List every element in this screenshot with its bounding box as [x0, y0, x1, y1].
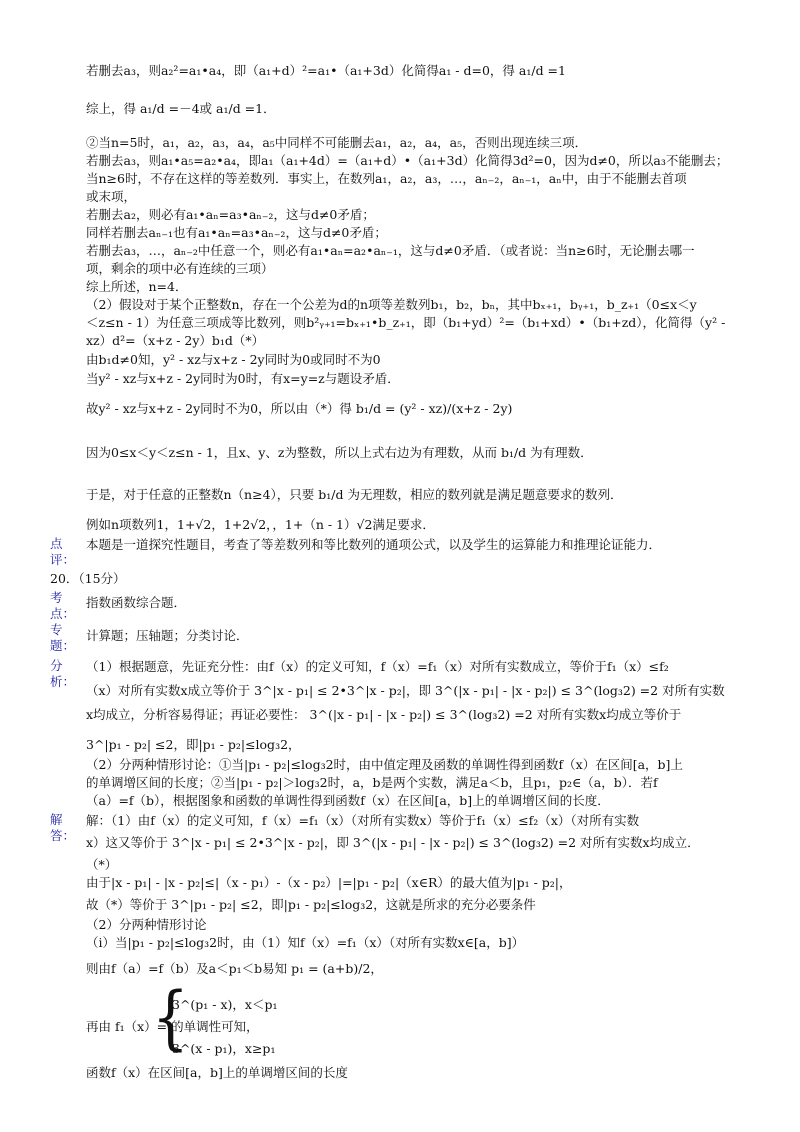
text-line: 若删去a₃，则a₁•a₅=a₂•a₄，即a₁（a₁+4d）=（a₁+d）•（a₁+3d）化简得3d²=0，因为d≠0，所以a₃不能删去；	[86, 153, 729, 168]
text-line: 若删去a₃，则a₂²=a₁•a₄，即（a₁+d）²=a₁•（a₁+3d）化简得a₁ - d=0，得 a₁/d =1	[86, 63, 566, 78]
solution-line: 解：（1）由f（x）的定义可知，f（x）=f₁（x）（对所有实数x）等价于f₁（x）≤f₂（x）（对所有实数	[86, 813, 640, 828]
text-line: 当n≥6时，不存在这样的等差数列．事实上，在数列a₁，a₂，a₃，…，aₙ₋₂，aₙ₋₁，aₙ中，由于不能删去首项	[86, 171, 687, 186]
text-line: 同样若删去aₙ₋₁也有a₁•aₙ=a₃•aₙ₋₂，这与d≠0矛盾；	[86, 225, 387, 240]
review-label: 点评：	[50, 536, 76, 568]
kaodian-text: 指数函数综合题．	[86, 595, 187, 610]
text-line: 因为0≤x＜y＜z≤n - 1，且x、y、z为整数，所以上式右边为有理数，从而 b₁/d 为有理数．	[86, 445, 593, 460]
solution-line: 再由 f₁（x）= 的单调性可知，	[86, 1019, 259, 1034]
zhuanti-text: 计算题；压轴题；分类讨论．	[86, 628, 249, 643]
solution-line: （*）	[86, 857, 118, 872]
text-line: 例如n项数列1，1+√2，1+2√2，，1+（n - 1）√2满足要求．	[86, 517, 435, 532]
question-number: 20．（15分）	[50, 571, 126, 586]
piecewise-brace: {	[152, 976, 189, 1058]
analysis-line: 的单调增区间的长度；②当|p₁ - p₂|＞log₃2时，a，b是两个实数，满足a＜b，且p₁，p₂∈（a，b）．若f	[86, 775, 658, 790]
solution-line: x）这又等价于 3^|x - p₁| ≤ 2•3^|x - p₂|，即 3^(|x - p₁| - |x - p₂|) ≤ 3^(log₃2) =2 对所有实数x均成立．	[86, 835, 700, 850]
text-line: 综上所述，n=4．	[86, 279, 188, 294]
piecewise-case-2: 3^(x - p₁)，x≥p₁	[172, 1041, 276, 1056]
text-line: 由b₁d≠0知，y² - xz与x+z - 2y同时为0或同时不为0	[86, 352, 381, 367]
text-line: ＜z≤n - 1）为任意三项成等比数列，则b²ᵧ₊₁=bₓ₊₁•b_z₊₁，即（b₁+yd）²=（b₁+xd）•（b₁+zd），化简得（y² -	[86, 315, 726, 330]
text-line: 于是，对于任意的正整数n（n≥4），只要 b₁/d 为无理数，相应的数列就是满足题意要求的数列．	[86, 487, 623, 502]
analysis-line: （1）根据题意，先证充分性：由f（x）的定义可知，f（x）=f₁（x）对所有实数成立，等价于f₁（x）≤f₂	[86, 659, 669, 674]
text-line: 若删去a₂，则必有a₁•aₙ=a₃•aₙ₋₂，这与d≠0矛盾；	[86, 207, 375, 222]
analysis-line: （2）分两种情形讨论：①当|p₁ - p₂|≤log₃2时，由中值定理及函数的单调性得到函数f（x）在区间[a，b]上	[86, 757, 683, 772]
kaodian-label: 考点：	[50, 590, 76, 622]
text-line: 综上，得 a₁/d =－4或 a₁/d =1．	[86, 101, 276, 116]
piecewise-case-1: 3^(p₁ - x)，x＜p₁	[172, 997, 278, 1012]
zhuanti-label: 专题：	[50, 622, 76, 654]
text-line: ②当n=5时，a₁，a₂，a₃，a₄，a₅中同样不可能删去a₁，a₂，a₄，a₅，否则出现连续三项．	[86, 135, 588, 150]
text-line: xz）d²=（x+z - 2y）b₁d（*）	[86, 333, 265, 348]
text-line: （2）假设对于某个正整数n，存在一个公差为d的n项等差数列b₁，b₂，bₙ，其中bₓ₊₁，bᵧ₊₁，b_z₊₁（0≤x＜y	[86, 297, 697, 312]
text-line: 项，剩余的项中必有连续的三项）	[86, 261, 274, 276]
fenxi-label: 分析：	[50, 658, 76, 690]
text-line: 若删去a₃，…，aₙ₋₂中任意一个，则必有a₁•aₙ=a₂•aₙ₋₁，这与d≠0矛盾．（或者说：当n≥6时，无论删去哪一	[86, 243, 695, 258]
text-line: 当y² - xz与x+z - 2y同时为0时，有x=y=z与题设矛盾．	[86, 371, 400, 386]
solution-line: 则由f（a）=f（b）及a＜p₁＜b易知 p₁ = (a+b)/2，	[86, 961, 383, 976]
analysis-line: （x）对所有实数x成立等价于 3^|x - p₁| ≤ 2•3^|x - p₂|，即 3^(|x - p₁| - |x - p₂|) ≤ 3^(log₃2) =2 对所有实数	[86, 683, 725, 698]
analysis-line: 3^|p₁ - p₂| ≤2，即|p₁ - p₂|≤log₃2，	[86, 737, 301, 752]
analysis-line: x均成立，分析容易得证；再证必要性： 3^(|x - p₁| - |x - p₂|) ≤ 3^(log₃2) =2 对所有实数x均成立等价于	[86, 707, 682, 722]
solution-line: 故（*）等价于 3^|p₁ - p₂| ≤2，即|p₁ - p₂|≤log₃2，这就是所求的充分必要条件	[86, 897, 536, 912]
text-line: 或末项，	[86, 189, 137, 204]
solution-line: 由于|x - p₁| - |x - p₂|≤|（x - p₁）-（x - p₂）|=|p₁ - p₂|（x∈R）的最大值为|p₁ - p₂|，	[86, 875, 572, 890]
jieda-label: 解答：	[50, 812, 76, 844]
review-text: 本题是一道探究性题目，考查了等差数列和等比数列的通项公式，以及学生的运算能力和推理论证能力．	[86, 537, 662, 552]
solution-line: （i）当|p₁ - p₂|≤log₃2时，由（1）知f（x）=f₁（x）（对所有实数x∈[a，b]）	[86, 935, 525, 950]
solution-line: 函数f（x）在区间[a，b]上的单调增区间的长度	[86, 1065, 348, 1080]
text-line: 故y² - xz与x+z - 2y同时不为0，所以由（*）得 b₁/d = (y² - xz)/(x+z - 2y)	[86, 401, 513, 416]
analysis-line: （a）=f（b），根据图象和函数的单调性得到函数f（x）在区间[a，b]上的单调增区间的长度．	[86, 793, 610, 808]
solution-line: （2）分两种情形讨论	[86, 917, 207, 932]
